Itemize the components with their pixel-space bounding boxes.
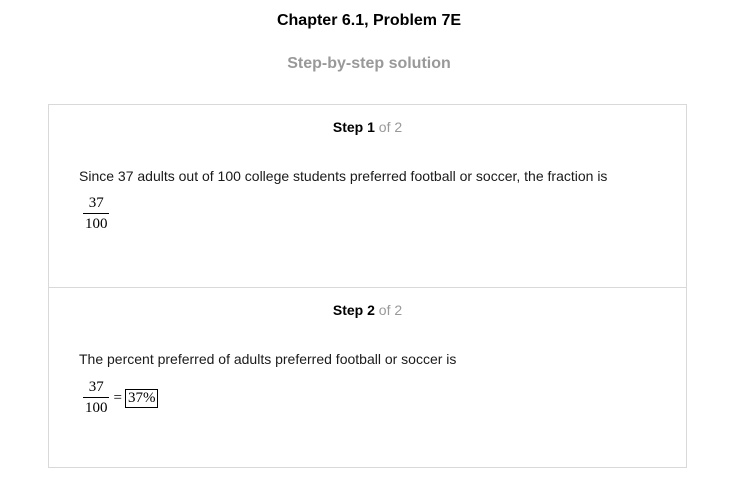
step-2-section [49, 287, 686, 469]
fraction [83, 379, 110, 417]
step-2-equation [83, 379, 158, 417]
page-title: Chapter 6.1, Problem 7E [276, 12, 462, 29]
fraction-numerator: 37 [88, 379, 104, 395]
step-1-header [49, 119, 686, 135]
solution-card [48, 104, 687, 468]
step-number: 2 [367, 302, 375, 318]
solution-subtitle: Step-by-step solution [287, 55, 451, 72]
step-label: Step [332, 119, 364, 135]
step-1-text: Since 37 adults out of 100 college students preferred football or soccer, the fraction is [79, 168, 608, 184]
fraction-numerator: 37 [88, 195, 104, 211]
equals-sign: = [113, 389, 122, 406]
fraction [83, 195, 110, 233]
step-label: Step [332, 302, 364, 318]
step-2-text: The percent preferred of adults preferred football or soccer is [79, 351, 457, 367]
step-1-section [49, 105, 686, 287]
boxed-answer: 37% [125, 389, 159, 408]
step-2-header [49, 302, 686, 318]
step-number: 1 [367, 119, 375, 135]
fraction-denominator: 100 [85, 216, 108, 232]
step-total: of 2 [378, 302, 403, 318]
fraction-denominator: 100 [85, 400, 108, 416]
step-1-fraction [83, 195, 110, 233]
step-total: of 2 [378, 119, 403, 135]
